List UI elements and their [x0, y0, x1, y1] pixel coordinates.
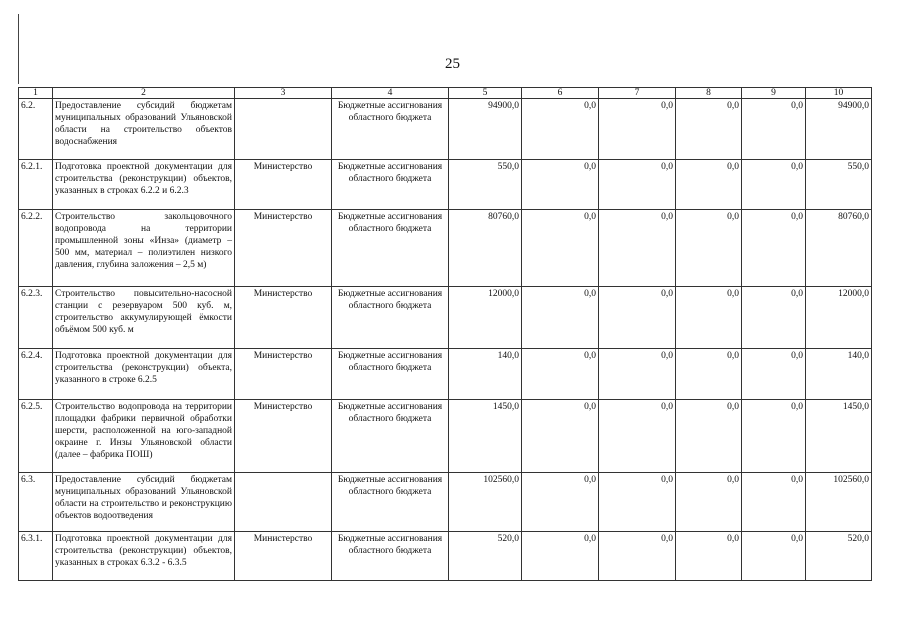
row-value-total: 102560,0	[806, 473, 872, 532]
row-code: 6.3.1.	[19, 532, 53, 581]
row-total: 140,0	[449, 349, 522, 400]
row-value: 0,0	[742, 400, 806, 473]
row-value: 0,0	[742, 210, 806, 287]
row-value: 0,0	[599, 160, 676, 210]
row-code: 6.2.5.	[19, 400, 53, 473]
row-name: Строительство повысительно-насосной станции с резервуаром 500 куб. м, строительство аккумулирующей ёмкости объёмом 500 куб. м	[53, 287, 235, 349]
table-row	[19, 400, 872, 473]
row-executor: Министерство	[235, 160, 332, 210]
row-value-total: 12000,0	[806, 287, 872, 349]
row-name: Подготовка проектной документации для строительства (реконструкции) объекта, указанного в строке 6.2.5	[53, 349, 235, 400]
row-value: 0,0	[676, 287, 742, 349]
row-source: Бюджетные ассигнования областного бюджета	[332, 473, 449, 532]
row-name: Предоставление субсидий бюджетам муниципальных образований Ульяновской области на строительство и реконструкцию объектов водоотведения	[53, 473, 235, 532]
row-executor: Министерство	[235, 210, 332, 287]
row-value-total: 94900,0	[806, 99, 872, 160]
header-cell: 4	[332, 88, 449, 99]
row-source: Бюджетные ассигнования областного бюджета	[332, 532, 449, 581]
row-name: Предоставление субсидий бюджетам муниципальных образований Ульяновской области на строительство объектов водоснабжения	[53, 99, 235, 160]
row-value: 0,0	[522, 473, 599, 532]
header-cell: 7	[599, 88, 676, 99]
row-executor: Министерство	[235, 400, 332, 473]
row-source: Бюджетные ассигнования областного бюджета	[332, 287, 449, 349]
row-value-total: 520,0	[806, 532, 872, 581]
row-value: 0,0	[599, 473, 676, 532]
row-value: 0,0	[522, 532, 599, 581]
header-cell: 1	[19, 88, 53, 99]
row-executor	[235, 473, 332, 532]
row-value: 0,0	[676, 473, 742, 532]
row-value: 0,0	[742, 99, 806, 160]
row-total: 550,0	[449, 160, 522, 210]
margin-rule	[18, 14, 19, 84]
header-cell: 10	[806, 88, 872, 99]
row-value: 0,0	[599, 349, 676, 400]
row-total: 102560,0	[449, 473, 522, 532]
row-executor	[235, 99, 332, 160]
table-row	[19, 210, 872, 287]
table-row	[19, 287, 872, 349]
row-value: 0,0	[599, 99, 676, 160]
page-number: 25	[445, 56, 460, 72]
row-value-total: 80760,0	[806, 210, 872, 287]
row-code: 6.2.2.	[19, 210, 53, 287]
row-value: 0,0	[599, 532, 676, 581]
header-cell: 6	[522, 88, 599, 99]
table-row	[19, 99, 872, 160]
row-name: Строительство водопровода на территории площадки фабрики первичной обработки шерсти, расположенной на юго-западной окраине г. Инзы Ульяновской области (далее – фабрика ПОШ)	[53, 400, 235, 473]
row-code: 6.2.3.	[19, 287, 53, 349]
header-cell: 8	[676, 88, 742, 99]
header-cell: 5	[449, 88, 522, 99]
row-value: 0,0	[676, 160, 742, 210]
row-value: 0,0	[742, 160, 806, 210]
row-value: 0,0	[522, 287, 599, 349]
row-value: 0,0	[742, 532, 806, 581]
row-total: 94900,0	[449, 99, 522, 160]
row-value: 0,0	[742, 287, 806, 349]
row-total: 520,0	[449, 532, 522, 581]
row-value: 0,0	[742, 349, 806, 400]
row-value-total: 140,0	[806, 349, 872, 400]
row-value: 0,0	[522, 210, 599, 287]
row-value: 0,0	[676, 400, 742, 473]
row-name: Подготовка проектной документации для строительства (реконструкции) объектов, указанных в строках 6.2.2 и 6.2.3	[53, 160, 235, 210]
table-row	[19, 473, 872, 532]
row-total: 1450,0	[449, 400, 522, 473]
row-executor: Министерство	[235, 349, 332, 400]
row-source: Бюджетные ассигнования областного бюджета	[332, 349, 449, 400]
row-code: 6.2.1.	[19, 160, 53, 210]
row-value: 0,0	[599, 210, 676, 287]
row-value: 0,0	[522, 160, 599, 210]
row-executor: Министерство	[235, 287, 332, 349]
row-value-total: 1450,0	[806, 400, 872, 473]
row-name: Строительство закольцовочного водопровода на территории промышленной зоны «Инза» (диаметр – 500 мм, материал – полиэтилен низкого давления, глубина заложения – 2,5 м)	[53, 210, 235, 287]
header-cell: 2	[53, 88, 235, 99]
row-source: Бюджетные ассигнования областного бюджета	[332, 210, 449, 287]
budget-table	[18, 87, 872, 581]
row-total: 80760,0	[449, 210, 522, 287]
row-value: 0,0	[676, 349, 742, 400]
row-name: Подготовка проектной документации для строительства (реконструкции) объектов, указанных в строках 6.3.2 - 6.3.5	[53, 532, 235, 581]
table-row	[19, 532, 872, 581]
row-code: 6.2.4.	[19, 349, 53, 400]
row-code: 6.3.	[19, 473, 53, 532]
table-row	[19, 349, 872, 400]
row-source: Бюджетные ассигнования областного бюджета	[332, 99, 449, 160]
table-row	[19, 160, 872, 210]
row-value: 0,0	[599, 287, 676, 349]
row-source: Бюджетные ассигнования областного бюджета	[332, 160, 449, 210]
row-source: Бюджетные ассигнования областного бюджета	[332, 400, 449, 473]
header-cell: 3	[235, 88, 332, 99]
row-value-total: 550,0	[806, 160, 872, 210]
row-value: 0,0	[522, 349, 599, 400]
row-value: 0,0	[676, 210, 742, 287]
row-value: 0,0	[742, 473, 806, 532]
row-total: 12000,0	[449, 287, 522, 349]
row-value: 0,0	[522, 400, 599, 473]
table-header-row	[19, 88, 872, 99]
header-cell: 9	[742, 88, 806, 99]
row-executor: Министерство	[235, 532, 332, 581]
row-value: 0,0	[676, 99, 742, 160]
row-value: 0,0	[676, 532, 742, 581]
row-code: 6.2.	[19, 99, 53, 160]
row-value: 0,0	[599, 400, 676, 473]
row-value: 0,0	[522, 99, 599, 160]
